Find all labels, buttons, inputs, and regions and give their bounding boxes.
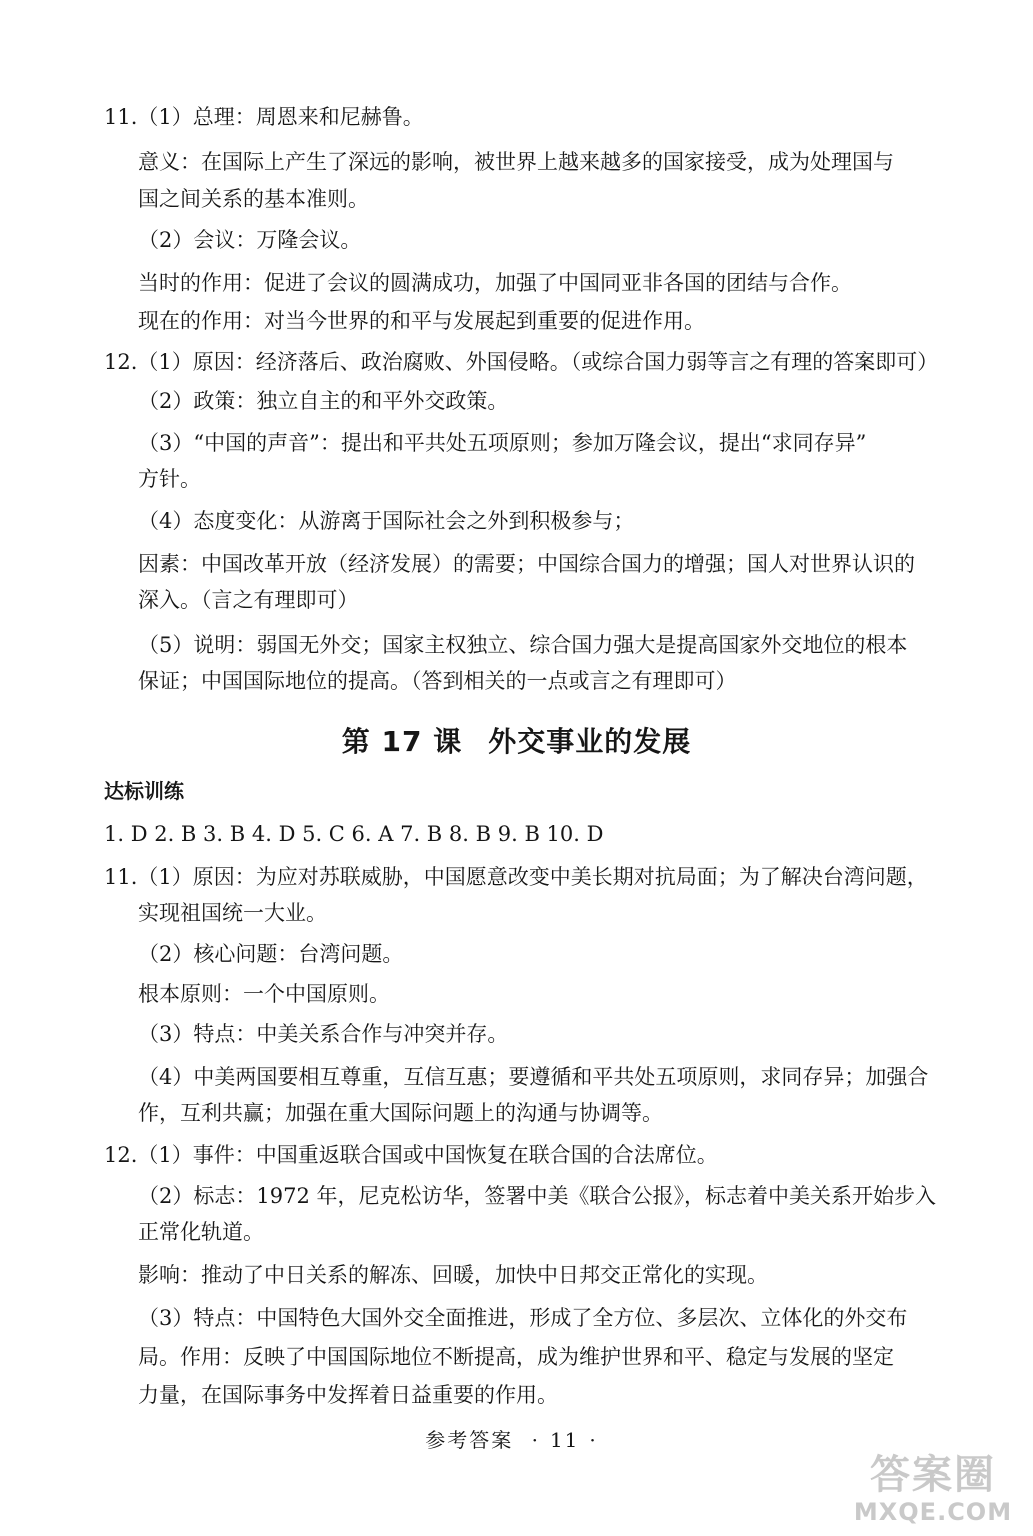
page-number: 11 — [549, 1428, 580, 1452]
q11b-item4-line2: 作，互利共赢；加强在重大国际问题上的沟通与协调等。 — [138, 1101, 663, 1125]
lesson-title — [0, 722, 1033, 762]
watermark-logo-text: 答案圈 — [870, 1452, 996, 1498]
q11b-item2: （2）核心问题：台湾问题。 — [138, 942, 404, 966]
multiple-choice-answers: 1. D 2. B 3. B 4. D 5. C 6. A 7. B 8. B 9. B 10. D — [104, 822, 604, 846]
q11-item1: 11.（1）总理：周恩来和尼赫鲁。 — [104, 105, 424, 129]
q12b-item2-line1: （2）标志：1972 年，尼克松访华，签署中美《联合公报》，标志着中美关系开始步入 — [138, 1184, 936, 1208]
q11-item2: （2）会议：万隆会议。 — [138, 228, 362, 252]
watermark-logo — [838, 1452, 1028, 1532]
q12b-item2-line2: 正常化轨道。 — [138, 1220, 264, 1244]
watermark-url: MXQE.COM — [853, 1498, 1013, 1526]
q11b-item1-line2: 实现祖国统一大业。 — [138, 901, 327, 925]
q11b-item3: （3）特点：中美关系合作与冲突并存。 — [138, 1022, 509, 1046]
lesson-name: 外交事业的发展 — [488, 725, 692, 758]
q12-item4: （4）态度变化：从游离于国际社会之外到积极参与； — [138, 509, 635, 533]
q12b-impact: 影响：推动了中日关系的解冻、回暖，加快中日邦交正常化的实现。 — [138, 1263, 768, 1287]
q11b-item4-line1: （4）中美两国要相互尊重，互信互惠；要遵循和平共处五项原则，求同存异；加强合 — [138, 1065, 929, 1089]
q12-factors-line2: 深入。（言之有理即可） — [138, 588, 359, 612]
footer-label: 参考答案 — [425, 1428, 514, 1452]
q12b-item3-line1: （3）特点：中国特色大国外交全面推进，形成了全方位、多层次、立体化的外交布 — [138, 1306, 908, 1330]
q11-now-effect: 现在的作用：对当今世界的和平与发展起到重要的促进作用。 — [138, 309, 705, 333]
q12b-item1: 12.（1）事件：中国重返联合国或中国恢复在联合国的合法席位。 — [104, 1143, 718, 1167]
q12b-item3-line2: 局。作用：反映了中国国际地位不断提高，成为维护世界和平、稳定与发展的坚定 — [138, 1345, 894, 1369]
page-footer: 参考答案 · 11 · — [425, 1428, 598, 1452]
q11-significance-line2: 国之间关系的基本准则。 — [138, 187, 369, 211]
q12-item5-line1: （5）说明：弱国无外交；国家主权独立、综合国力强大是提高国家外交地位的根本 — [138, 633, 908, 657]
q11-then-effect: 当时的作用：促进了会议的圆满成功，加强了中国同亚非各国的团结与合作。 — [138, 271, 852, 295]
section-subheading: 达标训练 — [104, 779, 184, 803]
q12b-item3-line3: 力量，在国际事务中发挥着日益重要的作用。 — [138, 1383, 558, 1407]
q11b-item1-line1: 11.（1）原因：为应对苏联威胁，中国愿意改变中美长期对抗局面；为了解决台湾问题， — [104, 865, 928, 889]
q12-factors-line1: 因素：中国改革开放（经济发展）的需要；中国综合国力的增强；国人对世界认识的 — [138, 552, 915, 576]
q12-item5-line2: 保证；中国国际地位的提高。（答到相关的一点或言之有理即可） — [138, 669, 737, 693]
q12-item3-line2: 方针。 — [138, 467, 201, 491]
q12-item1: 12.（1）原因：经济落后、政治腐败、外国侵略。（或综合国力弱等言之有理的答案即可） — [104, 350, 939, 374]
lesson-number: 第 17 课 — [341, 725, 463, 758]
q11-significance-line1: 意义：在国际上产生了深远的影响，被世界上越来越多的国家接受，成为处理国与 — [138, 150, 894, 174]
q12-item2: （2）政策：独立自主的和平外交政策。 — [138, 389, 509, 413]
q12-item3-line1: （3）“中国的声音”：提出和平共处五项原则；参加万隆会议，提出“求同存异” — [138, 431, 867, 455]
q11b-principle: 根本原则：一个中国原则。 — [138, 982, 390, 1006]
